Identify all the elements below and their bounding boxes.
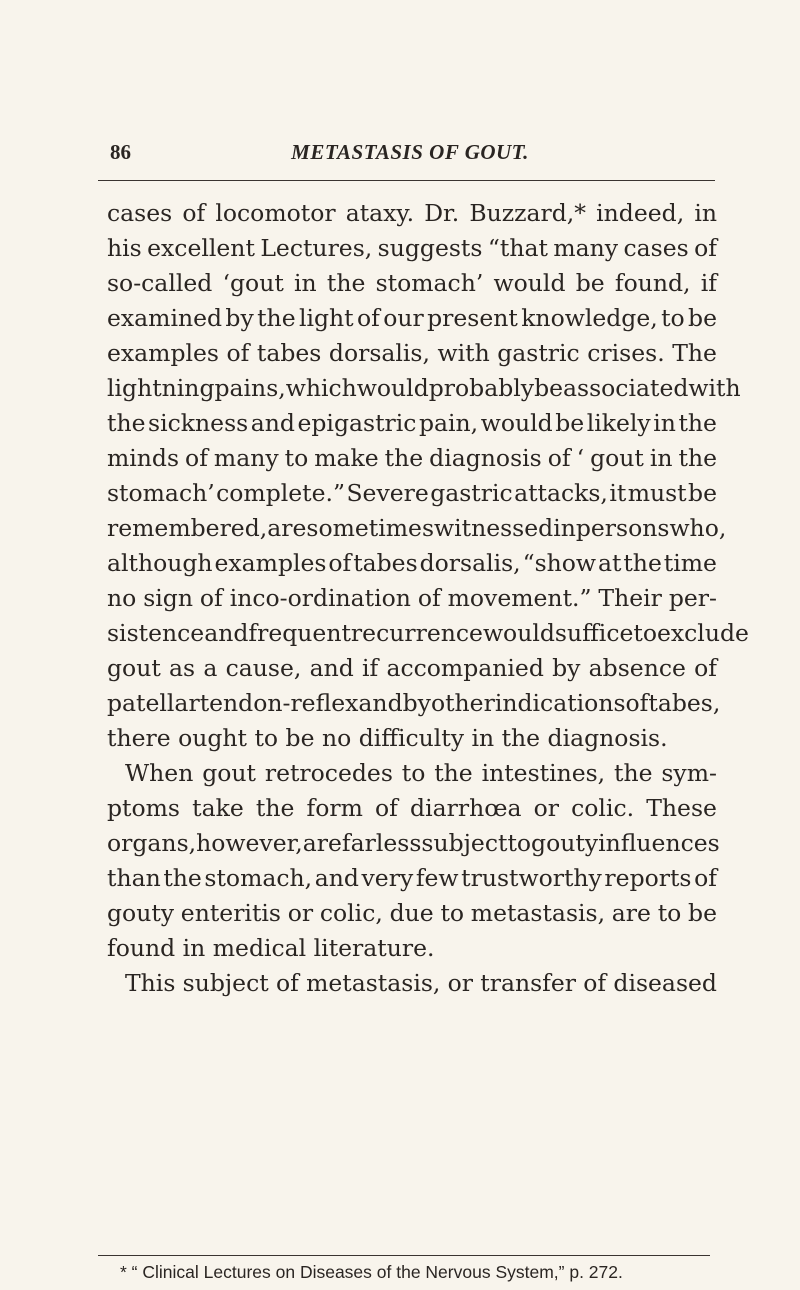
body-line: minds of many to make the diagnosis of ‘ gout in the bbox=[107, 444, 717, 472]
body-line: When gout retrocedes to the intestines, the sym- bbox=[125, 759, 717, 787]
body-line: This subject of metastasis, or transfer of diseased bbox=[125, 969, 717, 997]
body-line: cases of locomotor ataxy. Dr. Buzzard,* indeed, in bbox=[107, 199, 717, 227]
body-line: sistence and frequent recurrence would suffice to exclude bbox=[107, 619, 749, 647]
body-line: examples of tabes dorsalis, with gastric crises. The bbox=[107, 339, 717, 367]
header-rule bbox=[98, 180, 715, 181]
body-line: no sign of inco-ordination of movement.” Their per- bbox=[107, 584, 717, 612]
body-line: found in medical literature. bbox=[107, 934, 435, 962]
body-line: gout as a cause, and if accompanied by absence of bbox=[107, 654, 717, 682]
body-line: there ought to be no difficulty in the diagnosis. bbox=[107, 724, 668, 752]
running-title: METASTASIS OF GOUT. bbox=[291, 140, 529, 164]
body-line: patellar tendon-reflex and by other indications of tabes, bbox=[107, 689, 721, 717]
body-line: examined by the light of our present knowledge, to be bbox=[107, 304, 717, 332]
body-line: although examples of tabes dorsalis, “show at the time bbox=[107, 549, 717, 577]
page-number: 86 bbox=[110, 140, 131, 164]
body-text bbox=[107, 196, 749, 1001]
body-line: remembered, are sometimes witnessed in persons who, bbox=[107, 514, 727, 542]
footnote: * “ Clinical Lectures on Diseases of the Nervous System,” p. 272. bbox=[120, 1262, 623, 1282]
running-head bbox=[110, 140, 710, 174]
body-line: ptoms take the form of diarrhœa or colic. These bbox=[107, 794, 717, 822]
body-line: his excellent Lectures, suggests “that many cases of bbox=[107, 234, 717, 262]
body-line: organs, however, are far less subject to gouty influences bbox=[107, 829, 720, 857]
body-line: the sickness and epigastric pain, would be likely in the bbox=[107, 409, 717, 437]
body-line: gouty enteritis or colic, due to metastasis, are to be bbox=[107, 899, 717, 927]
footnote-rule bbox=[98, 1255, 710, 1256]
body-line: stomach’ complete.” Severe gastric attacks, it must be bbox=[107, 479, 717, 507]
body-line: than the stomach, and very few trustworthy reports of bbox=[107, 864, 717, 892]
body-line: lightning pains, which would probably be associated with bbox=[107, 374, 741, 402]
body-line: so-called ‘gout in the stomach’ would be found, if bbox=[107, 269, 717, 297]
